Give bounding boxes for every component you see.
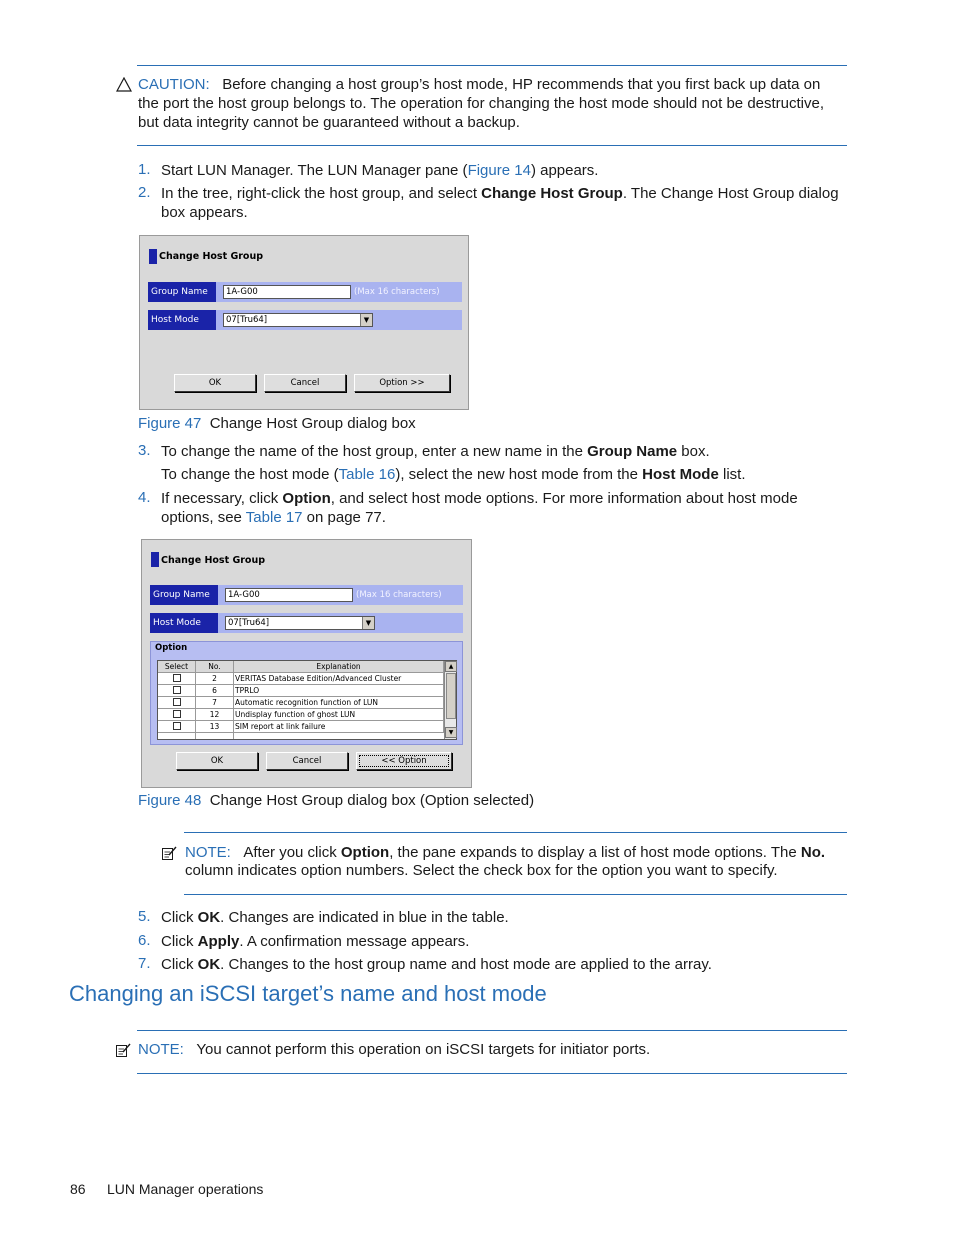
table-row: 7 Automatic recognition function of LUN (158, 697, 444, 709)
change-host-group-dialog (139, 235, 469, 410)
ok-button[interactable]: OK (174, 374, 256, 392)
note-1-line-1: NOTE: After you click Option, the pane expands to display a list of host mode options. The No. (185, 844, 826, 861)
step-4-text: If necessary, click Option, and select host mode options. For more information about host mode (161, 490, 798, 507)
scroll-thumb[interactable] (446, 673, 456, 719)
group-name-label: Group Name (150, 585, 218, 605)
ok-button[interactable]: OK (176, 752, 258, 770)
group-name-input[interactable]: 1A-G00 (223, 285, 351, 299)
table-row: 6 TPRLO (158, 685, 444, 697)
option-group (150, 641, 463, 745)
option-expand-button[interactable]: Option >> (354, 374, 450, 392)
step-2-text-line-2: box appears. (161, 204, 248, 221)
note-2-bottom-rule (137, 1073, 847, 1074)
caution-line-2: the port the host group belongs to. The operation for changing the host mode should not be destructive, (138, 95, 825, 112)
table-row: 12 Undisplay function of ghost LUN (158, 709, 444, 721)
step-2-number: 2. (138, 184, 151, 201)
figure-47-caption: Figure 47 Change Host Group dialog box (138, 415, 416, 432)
step-2-text: In the tree, right-click the host group, and select Change Host Group. The Change Host Group dialog (161, 185, 839, 202)
group-name-label: Group Name (148, 282, 216, 302)
option-checkbox[interactable] (173, 686, 181, 694)
step-1-number: 1. (138, 161, 151, 178)
column-header-select[interactable]: Select (158, 661, 196, 672)
note-1-top-rule (184, 832, 847, 833)
step-1-text: Start LUN Manager. The LUN Manager pane (Figure 14) appears. (161, 162, 599, 179)
step-6-text: Click Apply. A confirmation message appears. (161, 933, 470, 950)
host-mode-label: Host Mode (150, 613, 218, 633)
option-legend: Option (155, 643, 188, 653)
caution-icon (116, 77, 132, 92)
step-7-number: 7. (138, 955, 151, 972)
table-row: 13 SIM report at link failure (158, 721, 444, 733)
note-icon (161, 845, 177, 861)
step-3-host-mode-text: To change the host mode (Table 16), select the new host mode from the Host Mode list. (161, 466, 746, 483)
scroll-down-icon[interactable]: ▼ (445, 727, 457, 738)
group-name-input[interactable]: 1A-G00 (225, 588, 353, 602)
option-checkbox[interactable] (173, 674, 181, 682)
option-checkbox[interactable] (173, 722, 181, 730)
table-scrollbar[interactable] (444, 661, 456, 739)
host-mode-label: Host Mode (148, 310, 216, 330)
section-heading: Changing an iSCSI target’s name and host mode (69, 981, 547, 1006)
column-header-no[interactable]: No. (196, 661, 234, 672)
scroll-up-icon[interactable]: ▲ (445, 661, 457, 672)
table-header (158, 661, 444, 673)
dialog-title-marker (151, 552, 159, 567)
chevron-down-icon[interactable]: ▼ (362, 617, 374, 629)
footer-title: LUN Manager operations (107, 1181, 264, 1197)
cancel-button[interactable]: Cancel (266, 752, 348, 770)
group-name-hint: (Max 16 characters) (356, 590, 442, 600)
step-6-number: 6. (138, 932, 151, 949)
option-checkbox[interactable] (173, 710, 181, 718)
option-collapse-button[interactable]: << Option (356, 752, 452, 770)
chevron-down-icon[interactable]: ▼ (360, 314, 372, 326)
note-1-line-2: column indicates option numbers. Select the check box for the option you want to specify. (185, 862, 778, 879)
note-2-label: NOTE: (138, 1041, 184, 1058)
table-16-link[interactable]: Table 16 (338, 466, 396, 483)
host-mode-select[interactable]: 07[Tru64] ▼ (223, 313, 373, 327)
note-icon (115, 1042, 131, 1058)
caution-line-1: CAUTION: Before changing a host group’s host mode, HP recommends that you first back up data on (138, 76, 821, 93)
option-table (157, 660, 457, 740)
dialog-title-marker (149, 249, 157, 264)
group-name-hint: (Max 16 characters) (354, 287, 440, 297)
option-checkbox[interactable] (173, 698, 181, 706)
host-mode-select[interactable]: 07[Tru64] ▼ (225, 616, 375, 630)
note-1-label: NOTE: (185, 844, 231, 861)
table-row-partial (158, 733, 444, 739)
cancel-button[interactable]: Cancel (264, 374, 346, 392)
figure-48-caption: Figure 48 Change Host Group dialog box (Option selected) (138, 792, 535, 809)
caution-label: CAUTION: (138, 76, 210, 93)
step-3-text: To change the name of the host group, enter a new name in the Group Name box. (161, 443, 710, 460)
note-2-top-rule (137, 1030, 847, 1031)
dialog-title: Change Host Group (161, 555, 266, 566)
step-5-text: Click OK. Changes are indicated in blue in the table. (161, 909, 509, 926)
change-host-group-dialog-expanded (141, 539, 472, 788)
step-7-text: Click OK. Changes to the host group name and host mode are applied to the array. (161, 956, 712, 973)
column-header-explanation[interactable]: Explanation (234, 661, 444, 672)
note-2-text: NOTE: You cannot perform this operation on iSCSI targets for initiator ports. (138, 1041, 651, 1058)
page-number: 86 (70, 1181, 86, 1197)
caution-bottom-rule (137, 145, 847, 146)
table-17-link[interactable]: Table 17 (245, 509, 303, 526)
note-1-bottom-rule (184, 894, 847, 895)
step-3-number: 3. (138, 442, 151, 459)
caution-line-3: but data integrity cannot be guaranteed without a backup. (138, 114, 520, 131)
step-4-number: 4. (138, 489, 151, 506)
caution-top-rule (137, 65, 847, 66)
step-4-text-line-2: options, see Table 17 on page 77. (161, 509, 386, 526)
figure-14-link[interactable]: Figure 14 (467, 162, 531, 179)
step-5-number: 5. (138, 908, 151, 925)
dialog-title: Change Host Group (159, 251, 264, 262)
table-row: 2 VERITAS Database Edition/Advanced Cluster (158, 673, 444, 685)
